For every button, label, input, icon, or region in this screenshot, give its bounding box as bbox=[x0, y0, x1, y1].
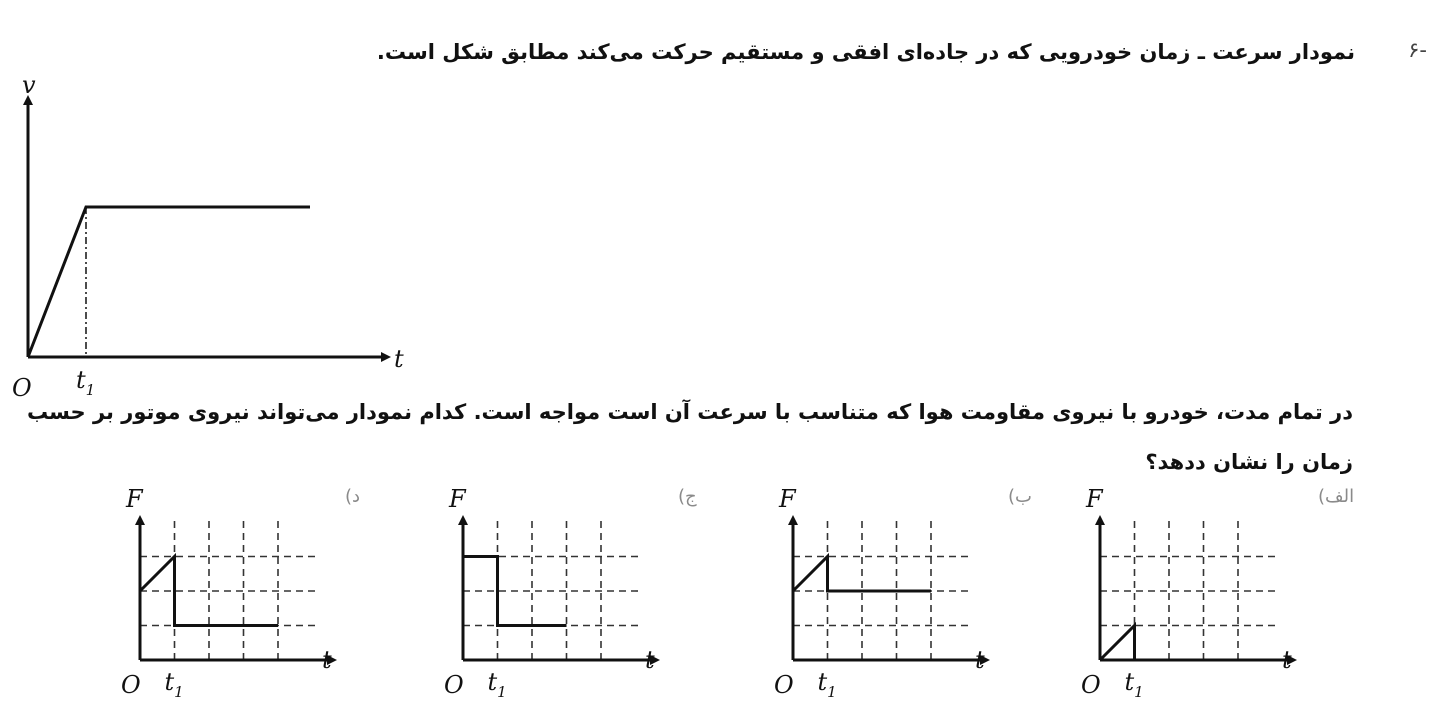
main-y-label: v bbox=[22, 71, 36, 99]
option-origin-label: O bbox=[1081, 671, 1101, 699]
question-text-line-2: در تمام مدت، خودرو با نیروی مقاومت هوا که متناسب با سرعت آن است مواجه است. کدام نمودار می‌تواند نیروی موتور بر حسب bbox=[26, 400, 1353, 424]
option-t1-sub: 1 bbox=[497, 683, 507, 701]
option-y-label: F bbox=[126, 485, 143, 513]
option-y-label: F bbox=[1086, 485, 1103, 513]
option-t1-label bbox=[165, 668, 184, 701]
main-velocity-graph bbox=[12, 71, 404, 402]
option-y-label: F bbox=[779, 485, 796, 513]
main-velocity-line bbox=[28, 207, 310, 357]
option-t1-letter: t bbox=[1124, 668, 1135, 696]
option-t1-label bbox=[1125, 668, 1144, 701]
question-text-line-3: زمان را نشان ددهد؟ bbox=[1145, 450, 1353, 474]
option-x-label: t bbox=[322, 646, 332, 674]
option-graphs bbox=[121, 485, 1292, 701]
option-label-be: ب) bbox=[1008, 486, 1032, 507]
option-force-line bbox=[140, 557, 278, 626]
option-t1-letter: t bbox=[164, 668, 175, 696]
main-t1-label bbox=[76, 366, 95, 399]
option-t1-letter: t bbox=[817, 668, 828, 696]
option-t1-label bbox=[818, 668, 837, 701]
option-origin-label: O bbox=[121, 671, 141, 699]
main-t1-letter: t bbox=[76, 366, 86, 394]
option-graph-1 bbox=[1081, 485, 1292, 701]
option-label-alef: الف) bbox=[1318, 486, 1355, 507]
option-label-jim: ج) bbox=[678, 486, 697, 507]
option-origin-label: O bbox=[444, 671, 464, 699]
option-t1-label bbox=[488, 668, 507, 701]
question-number: -۶ bbox=[1408, 38, 1427, 62]
main-origin-label: O bbox=[12, 374, 32, 402]
question-text-line-1: نمودار سرعت ـ زمان خودرویی که در جاده‌ای افقی و مستقیم حرکت می‌کند مطابق شکل است. bbox=[376, 40, 1355, 64]
main-x-label: t bbox=[394, 345, 404, 373]
option-y-label: F bbox=[449, 485, 466, 513]
option-graph-3 bbox=[444, 485, 655, 701]
option-label-dal: د) bbox=[345, 486, 361, 507]
main-t1-sub: 1 bbox=[85, 381, 96, 399]
option-x-label: t bbox=[645, 646, 655, 674]
option-x-label: t bbox=[975, 646, 985, 674]
option-t1-sub: 1 bbox=[1134, 683, 1144, 701]
option-t1-sub: 1 bbox=[174, 683, 184, 701]
option-graph-4 bbox=[121, 485, 332, 701]
option-t1-letter: t bbox=[487, 668, 498, 696]
option-origin-label: O bbox=[774, 671, 794, 699]
option-graph-2 bbox=[774, 485, 985, 701]
option-t1-sub: 1 bbox=[827, 683, 837, 701]
option-x-label: t bbox=[1282, 646, 1292, 674]
